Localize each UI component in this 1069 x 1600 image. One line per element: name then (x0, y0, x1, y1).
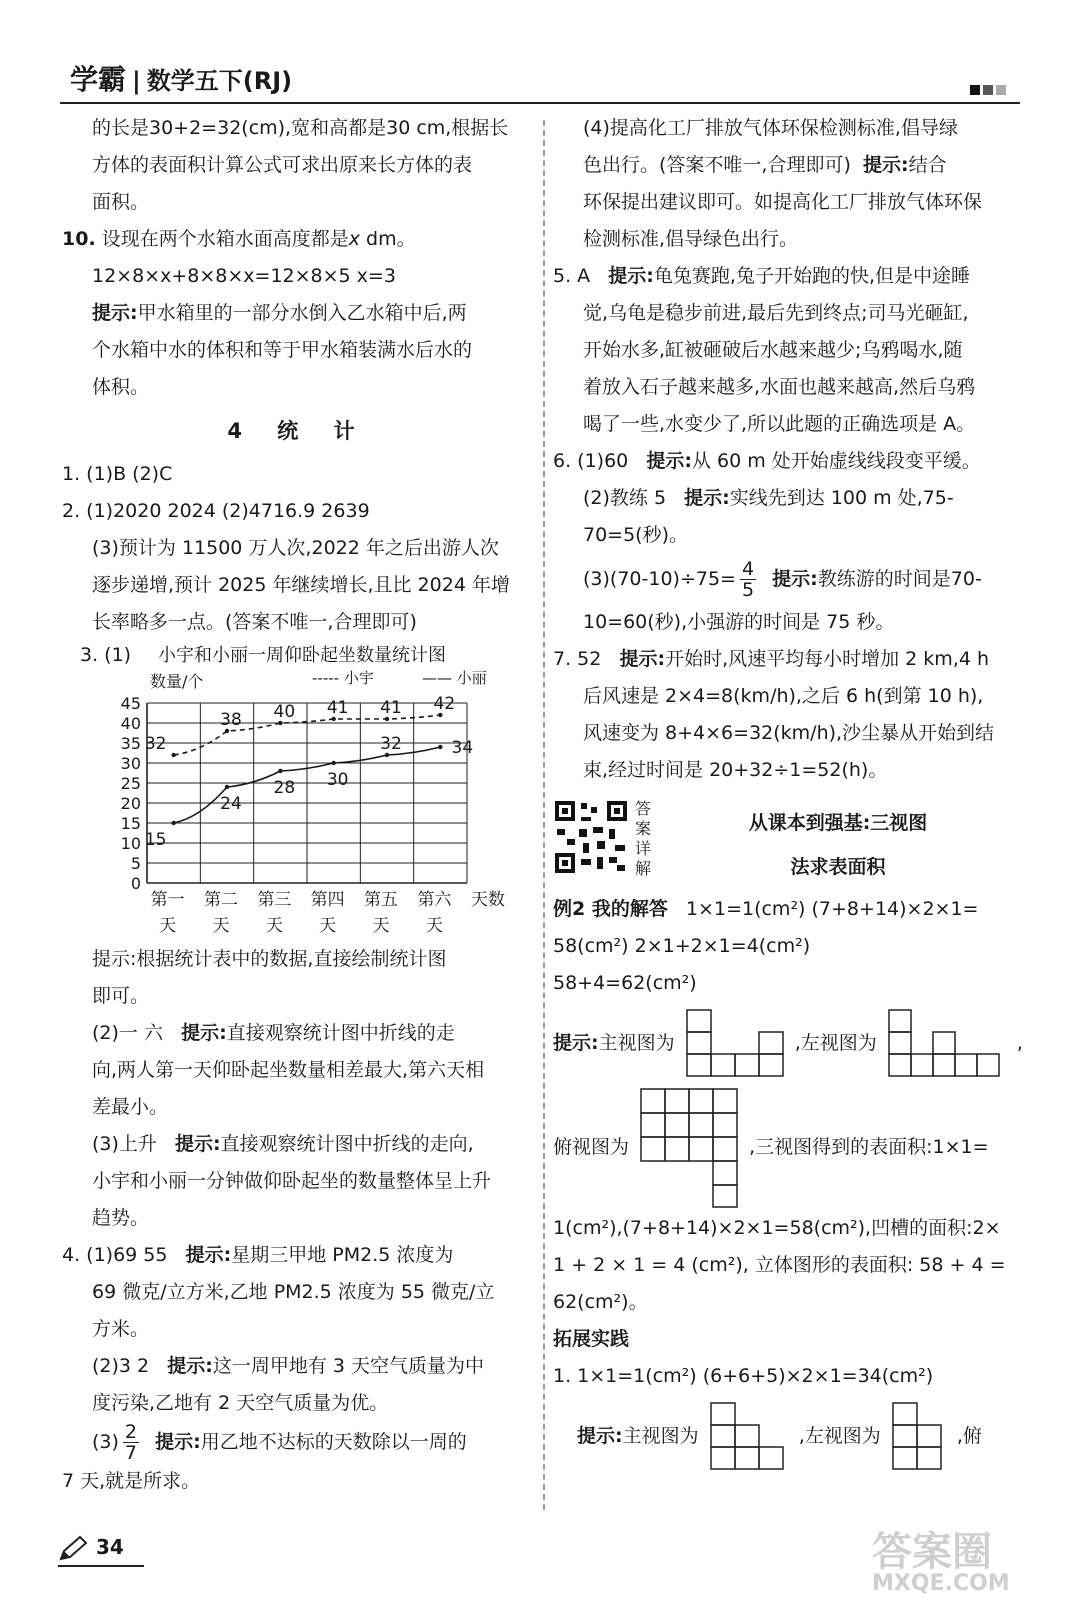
y-tick-label: 5 (130, 854, 141, 873)
data-point (278, 769, 282, 773)
data-label: 41 (380, 698, 402, 718)
text-line: 7 天,就是所求。 (62, 1470, 201, 1492)
y-tick-label: 30 (120, 754, 141, 773)
data-point (438, 745, 442, 749)
section-subtitle: 法求表面积 (790, 856, 886, 878)
x-tick-label: 第六 (417, 890, 452, 910)
text-line: 面积。 (92, 191, 150, 213)
section-title: 4 统 计 (227, 419, 369, 443)
x-tick-label: 天 (212, 916, 230, 936)
y-tick-label: 20 (120, 794, 141, 813)
left-view-figure (887, 1008, 1007, 1080)
hint-line: 提示:甲水箱里的一部分水倒入乙水箱中后,两 (92, 302, 467, 324)
x-tick-label: 天 (265, 916, 283, 936)
book-subtitle: 数学五下(RJ) (146, 67, 293, 95)
x-tick-label: 第三 (257, 890, 292, 910)
text-line: 逐步递增,预计 2025 年继续增长,且比 2024 年增 (92, 574, 510, 596)
text-line: 趋势。 (92, 1207, 150, 1229)
text-line: 69 微克/立方米,乙地 PM2.5 浓度为 55 微克/立 (92, 1281, 495, 1303)
text-line: 62(cm²)。 (553, 1291, 648, 1313)
qr-side-label: 答案详解 (635, 799, 652, 878)
extension-title: 拓展实践 (553, 1328, 630, 1350)
extension-answer-1: 1. 1×1=1(cm²) (6+6+5)×2×1=34(cm²) (553, 1365, 934, 1387)
x-axis-label: 天数 (471, 890, 505, 910)
page-number: 34 (96, 1535, 124, 1559)
footer-rule (58, 1565, 144, 1567)
text-line: 环保提出建议即可。如提高化工厂排放气体环保 (583, 191, 983, 213)
data-label: 41 (326, 698, 349, 718)
text-line: (3)预计为 11500 万人次,2022 年之后出游人次 (92, 537, 499, 559)
data-label: 42 (433, 694, 456, 714)
corner-squares (967, 78, 1006, 100)
answer-4: 4. (1)69 55 提示:星期三甲地 PM2.5 浓度为 (62, 1244, 454, 1266)
legend-xiaoyu: ----- 小宇 (312, 669, 374, 687)
text-line: 体积。 (92, 376, 150, 398)
answer-7: 7. 52 提示:开始时,风速平均每小时增加 2 km,4 h (553, 648, 990, 670)
hint-line: (2)3 2 提示:这一周甲地有 3 天空气质量为中 (92, 1355, 485, 1377)
hint-line: (3)上升 提示:直接观察统计图中折线的走向, (92, 1133, 474, 1155)
hint-line: (2)教练 5 提示:实线先到达 100 m 处,75- (583, 487, 954, 509)
data-label: 32 (144, 734, 167, 754)
text-line: 方体的表面积计算公式可求出原来长方体的表 (92, 154, 473, 176)
hint-line: 提示:根据统计表中的数据,直接绘制统计图 (92, 948, 447, 970)
answer-2: 2. (1)2020 2024 (2)4716.9 2639 (62, 500, 370, 522)
text-line: 着放入石子越来越多,水面也越来越高,然后乌鸦 (583, 376, 976, 398)
answer-5: 5. A 提示:龟兔赛跑,兔子开始跑的快,但是中途睡 (553, 265, 970, 287)
line-chart (62, 641, 534, 941)
text-line: 58(cm²) 2×1+2×1=4(cm²) (553, 935, 811, 957)
data-point (225, 785, 229, 789)
ext-front-view-figure (709, 1401, 789, 1473)
x-tick-label: 第二 (204, 890, 238, 910)
top-view-figure (639, 1087, 739, 1209)
y-tick-label: 40 (120, 714, 141, 733)
square-1 (970, 85, 980, 95)
hint-line: (2)一 六 提示:直接观察统计图中折线的走 (92, 1022, 455, 1044)
square-3 (996, 85, 1006, 95)
data-label: 15 (144, 830, 167, 850)
pencil-icon (58, 1535, 90, 1563)
data-point (171, 753, 175, 757)
y-tick-label: 25 (120, 774, 141, 793)
data-label: 32 (380, 734, 402, 754)
data-label: 24 (220, 794, 242, 814)
text-line: 后风速是 2×4=8(km/h),之后 6 h(到第 10 h), (583, 685, 984, 707)
chart-title: 小宇和小丽一周仰卧起坐数量统计图 (158, 645, 446, 666)
page-header (60, 50, 1020, 104)
text-line: 1 + 2 × 1 = 4 (cm²), 立体图形的表面积: 58 + 4 = (553, 1254, 1006, 1276)
text-line: 58+4=62(cm²) (553, 972, 697, 994)
x-tick-label: 第四 (310, 890, 345, 910)
data-label: 38 (220, 710, 242, 730)
data-label: 40 (273, 702, 296, 722)
view-hint-row: 提示:主视图为 ,左视图为 , (553, 1002, 1029, 1084)
text-line: 度污染,乙地有 2 天空气质量为优。 (92, 1392, 389, 1414)
legend-xiaoli: —— 小丽 (422, 669, 487, 687)
text-line: (4)提高化工厂排放气体环保检测标准,倡导绿 (583, 117, 958, 139)
qr-code-icon[interactable] (553, 799, 629, 875)
data-label: 34 (451, 738, 474, 758)
equation: 12×8×x+8×8×x=12×8×5 x=3 (92, 265, 396, 287)
example-2: 例2 我的解答 1×1=1(cm²) (7+8+14)×2×1= (553, 898, 979, 920)
text-line: 差最小。 (92, 1096, 169, 1118)
y-tick-label: 45 (120, 694, 141, 713)
answer-1: 1. (1)B (2)C (62, 463, 173, 485)
y-tick-label: 15 (120, 814, 141, 833)
text-line: 开始水多,缸被砸破后水越来越少;乌鸦喝水,随 (583, 339, 963, 361)
x-tick-label: 第一 (150, 890, 185, 910)
data-label: 28 (273, 778, 296, 798)
text-line: 喝了一些,水变少了,所以此题的正确选项是 A。 (583, 413, 976, 435)
answer-6: 6. (1)60 提示:从 60 m 处开始虚线线段变平缓。 (553, 450, 981, 472)
text-line: 觉,乌龟是稳步前进,最后先到终点;司马光砸缸, (583, 302, 969, 324)
left-column (62, 110, 534, 1500)
hint-line: (3) $\frac{2}{7}$ 提示:用乙地不达标的天数除以一周的 (92, 1421, 467, 1464)
fraction: $\frac{2}{7}$ (124, 1421, 138, 1464)
fraction: $\frac{4}{5}$ (741, 558, 755, 601)
y-tick-label: 10 (120, 834, 141, 853)
section-title: 从课本到强基:三视图 (748, 812, 928, 834)
x-tick-label: 天 (372, 916, 390, 936)
text-line: 向,两人第一天仰卧起坐数量相差最大,第六天相 (92, 1059, 485, 1081)
x-tick-label: 天 (159, 916, 177, 936)
text-line: 方米。 (92, 1318, 150, 1340)
text-line: 10=60(秒),小强游的时间是 75 秒。 (583, 611, 895, 633)
hint-line: (3)(70-10)÷75= $\frac{4}{5}$ 提示:教练游的时间是70- (583, 558, 982, 601)
text-line: 70=5(秒)。 (583, 524, 689, 546)
text-line: 个水箱中水的体积和等于甲水箱装满水后水的 (92, 339, 473, 361)
book-logo: 学霸 | 数学五下(RJ) (70, 63, 293, 96)
data-label: 30 (326, 770, 349, 790)
data-point (171, 821, 175, 825)
x-tick-label: 第五 (364, 890, 398, 910)
square-2 (983, 85, 993, 95)
text-line: 1(cm²),(7+8+14)×2×1=58(cm²),凹槽的面积:2× (553, 1217, 1001, 1239)
watermark: 答案圈 MXQE.COM (872, 1529, 1010, 1596)
section-header (553, 799, 1029, 891)
hint-line: 色出行。(答案不唯一,合理即可) 提示:结合 (583, 154, 947, 176)
text-line: 小宇和小丽一分钟做仰卧起坐的数量整体呈上升 (92, 1170, 492, 1192)
chart-container (62, 641, 534, 941)
text-line: 的长是30+2=32(cm),宽和高都是30 cm,根据长 (92, 117, 509, 139)
x-tick-label: 天 (425, 916, 443, 936)
text-line: 束,经过时间是 20+32÷1=52(h)。 (583, 759, 888, 781)
y-tick-label: 0 (130, 874, 141, 893)
text-line: 检测标准,倡导绿色出行。 (583, 228, 799, 250)
question-10: 10. 设现在两个水箱水面高度都是x dm。 (62, 228, 416, 250)
y-axis-label: 数量/个 (150, 672, 204, 691)
top-view-row: 俯视图为 ,三视图得到的表面积:1×1= (553, 1084, 1029, 1210)
text-line: 即可。 (92, 985, 150, 1007)
extension-hint-row: 提示:主视图为 ,左视图为 ,俯 (553, 1395, 1029, 1477)
right-column (553, 110, 1029, 1477)
column-divider (543, 120, 545, 1510)
y-tick-label: 35 (120, 734, 141, 753)
data-point (331, 761, 335, 765)
chart-title: 3. (1) (80, 644, 132, 666)
brand-name: 学霸 (70, 63, 127, 96)
front-view-figure (685, 1008, 785, 1080)
x-tick-label: 天 (319, 916, 337, 936)
text-line: 风速变为 8+4×6=32(km/h),沙尘暴从开始到结 (583, 722, 995, 744)
text-line: 长率略多一点。(答案不唯一,合理即可) (92, 611, 417, 633)
ext-left-view-figure (891, 1401, 947, 1473)
